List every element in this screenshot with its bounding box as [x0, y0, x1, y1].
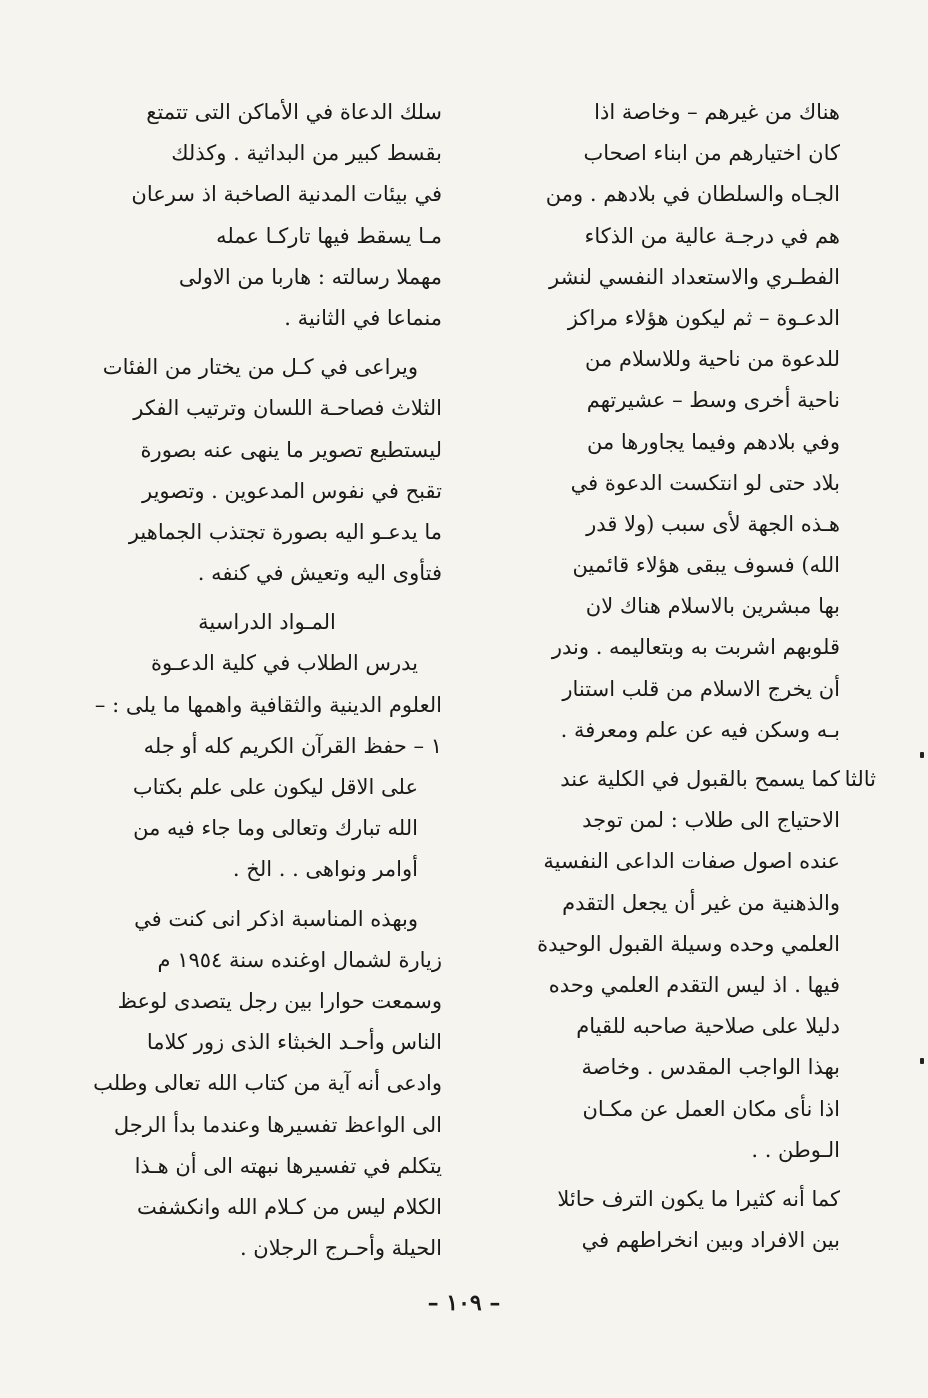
- text-line: الله) فسوف يبقى هؤلاء قائمين: [572, 553, 840, 578]
- text-line: الاحتياج الى طلاب : لمن توجد: [582, 808, 840, 833]
- text-line: كان اختيارهم من ابناء اصحاب: [583, 141, 840, 166]
- right-column: [515, 92, 876, 1261]
- text-line: كما أنه كثيرا ما يكون الترف حائلا: [557, 1186, 840, 1211]
- text-line: تقبح في نفوس المدعوين . وتصوير: [142, 478, 442, 503]
- text-line: هـذه الجهة لأى سبب (ولا قدر: [586, 511, 840, 536]
- text-line: زيارة لشمال اوغنده سنة ١٩٥٤ م: [157, 947, 442, 972]
- text-line: العلوم الدينية والثقافية واهمها ما يلى : –: [94, 692, 442, 717]
- text-line: فيها . اذ ليس التقدم العلمي وحده: [548, 972, 840, 997]
- text-line: قلوبهم اشربت به وبتعاليمه . وندر: [551, 635, 840, 660]
- text-line: الكلام ليس من كـلام الله وانكشفت: [136, 1194, 442, 1219]
- text-line: وسمعت حوارا بين رجل يتصدى لوعظ: [117, 988, 442, 1013]
- margin-mark: [920, 752, 924, 758]
- text-line: الناس وأحـد الخبثاء الذى زور كلاما: [146, 1030, 442, 1055]
- text-line: بقسط كبير من البداثية . وكذلك: [171, 141, 442, 166]
- text-line: هم في درجـة عالية من الذكاء: [584, 223, 840, 248]
- text-line: العلمي وحده وسيلة القبول الوحيدة: [537, 931, 840, 956]
- text-line: فتأوى اليه وتعيش في كنفه .: [197, 561, 442, 586]
- list-item: ١ – حفظ القرآن الكريم كله أو جله: [143, 733, 442, 758]
- text-line: ويراعى في كـل من يختار من الفئات: [102, 355, 418, 380]
- text-line: اذا نأى مكان العمل عن مكـان: [582, 1096, 840, 1121]
- text-line: ما يدعـو اليه بصورة تجتذب الجماهير: [128, 519, 442, 544]
- text-line: ليستطيع تصوير ما ينهى عنه بصورة: [140, 437, 442, 462]
- text-line: بهذا الواجب المقدس . وخاصة: [581, 1055, 840, 1080]
- text-line: يدرس الطلاب في كلية الدعـوة: [151, 651, 418, 676]
- third-point-first-line: [515, 759, 876, 800]
- text-line: للدعوة من ناحية وللاسلام من: [585, 347, 840, 372]
- margin-mark: [920, 1058, 924, 1064]
- text-line: الثلاث فصاحـة اللسان وترتيب الفكر: [133, 396, 442, 421]
- text-line: يتكلم في تفسيرها نبهته الى أن هـذا: [134, 1153, 442, 1178]
- page-number: – ١٠٩ –: [427, 1290, 501, 1316]
- text-line: والذهنية من غير أن يجعل التقدم: [562, 890, 840, 915]
- text-line: سلك الدعاة في الأماكن التى تتمتع: [146, 100, 442, 124]
- text-line: الى الواعظ تفسيرها وعندما بدأ الرجل: [113, 1112, 442, 1137]
- text-line: دليلا على صلاحية صاحبه للقيام: [576, 1014, 840, 1039]
- text-line: الـوطن . .: [751, 1137, 840, 1162]
- third-label: ثالثا: [844, 767, 876, 791]
- left-column: [92, 92, 442, 1269]
- text-line: بلاد حتى لو انتكست الدعوة في: [570, 470, 840, 495]
- text-line: بها مبشرين بالاسلام هناك لان: [585, 594, 840, 619]
- text-line: ناحية أخرى وسط – عشيرتهم: [586, 388, 840, 413]
- text-line: الحيلة وأحـرج الرجلان .: [239, 1236, 442, 1261]
- text-line: الله تبارك وتعالى وما جاء فيه من: [133, 816, 418, 841]
- text-line: مـا يسقط فيها تاركـا عمله: [216, 223, 442, 248]
- text-line: بـه وسكن فيه عن علم ومعرفة .: [560, 717, 840, 742]
- text-line: وفي بلادهم وفيما يجاورها من: [586, 429, 840, 454]
- text-line: الجـاه والسلطان في بلادهم . ومن: [545, 182, 840, 207]
- text-line: الدعـوة – ثم ليكون هؤلاء مراكز: [567, 305, 840, 330]
- text-line: منماعا في الثانية .: [284, 305, 442, 330]
- text-line: وادعى أنه آية من كتاب الله تعالى وطلب: [93, 1071, 442, 1096]
- text-line: أوامر ونواهى . . الخ .: [232, 857, 418, 882]
- text-line: بين الافراد وبين انخراطهم في: [581, 1228, 840, 1253]
- text-line: عنده اصول صفات الداعى النفسية: [543, 849, 840, 874]
- section-heading: المـواد الدراسية: [198, 610, 336, 635]
- text-line: وبهذه المناسبة اذكر انى كنت في: [134, 906, 418, 931]
- text-line: مهملا رسالته : هاربا من الاولى: [178, 264, 442, 289]
- text-line: كما يسمح بالقبول في الكلية عند: [560, 767, 840, 791]
- text-line: في بيئات المدنية الصاخبة اذ سرعان: [131, 182, 442, 207]
- text-line: هناك من غيرهم – وخاصة اذا: [594, 100, 840, 124]
- text-line: على الاقل ليكون على علم بكتاب: [132, 775, 418, 799]
- text-line: أن يخرج الاسلام من قلب استنار: [562, 676, 840, 701]
- text-line: الفطـري والاستعداد النفسي لنشر: [549, 264, 840, 289]
